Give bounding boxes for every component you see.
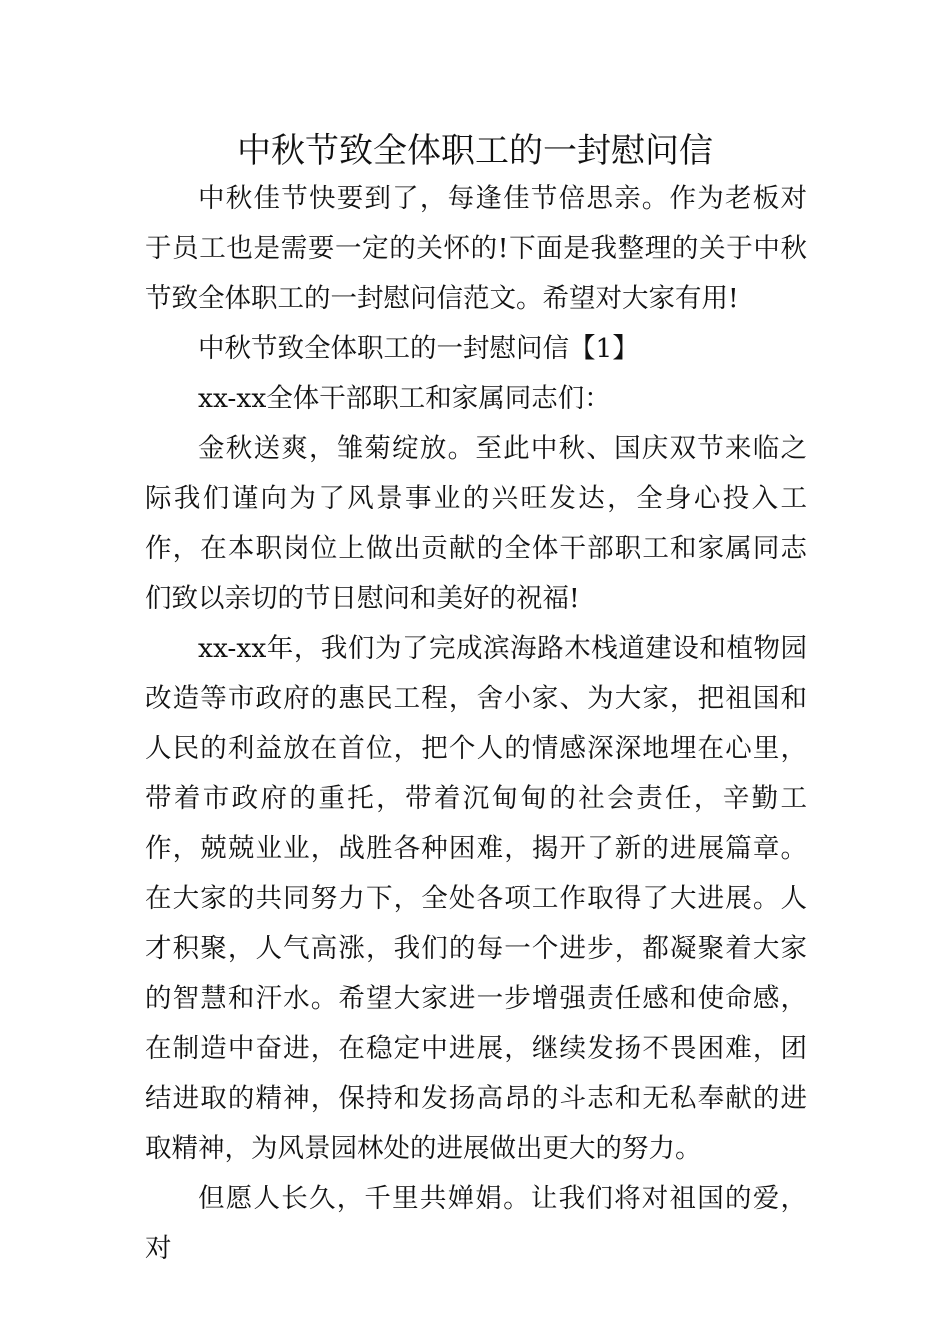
- paragraph-intro: 中秋佳节快要到了，每逢佳节倍思亲。作为老板对于员工也是需要一定的关怀的!下面是我整理的关于中秋节致全体职工的一封慰问信范文。希望对大家有用!: [145, 183, 807, 314]
- paragraph-subtitle: 中秋节致全体职工的一封慰问信【1】: [198, 333, 639, 364]
- document-title: 中秋节致全体职工的一封慰问信: [237, 131, 713, 171]
- document-body: [145, 174, 807, 1274]
- paragraph-achievements: xx-xx年，我们为了完成滨海路木栈道建设和植物园改造等市政府的惠民工程，舍小家、为大家，把祖国和人民的利益放在首位，把个人的情感深深地埋在心里，带着市政府的重托，带着沉甸甸的社会责任，辛勤工作，兢兢业业，战胜各种困难，揭开了新的进展篇章。在大家的共同努力下，全处各项工作取得了大进展。人才积聚，人气高涨，我们的每一个进步，都凝聚着大家的智慧和汗水。希望大家进一步增强责任感和使命感，在制造中奋进，在稳定中进展，继续发扬不畏困难，团结进取的精神，保持和发扬高昂的斗志和无私奉献的进取精神，为风景园林处的进展做出更大的努力。: [145, 633, 807, 1164]
- paragraph-closing: 但愿人长久，千里共婵娟。让我们将对祖国的爱，对: [145, 1183, 807, 1264]
- paragraph-salutation: xx-xx全体干部职工和家属同志们：: [198, 383, 611, 414]
- paragraph-greeting: 金秋送爽，雏菊绽放。至此中秋、国庆双节来临之际我们谨向为了风景事业的兴旺发达，全身心投入工作，在本职岗位上做出贡献的全体干部职工和家属同志们致以亲切的节日慰问和美好的祝福!: [145, 433, 807, 614]
